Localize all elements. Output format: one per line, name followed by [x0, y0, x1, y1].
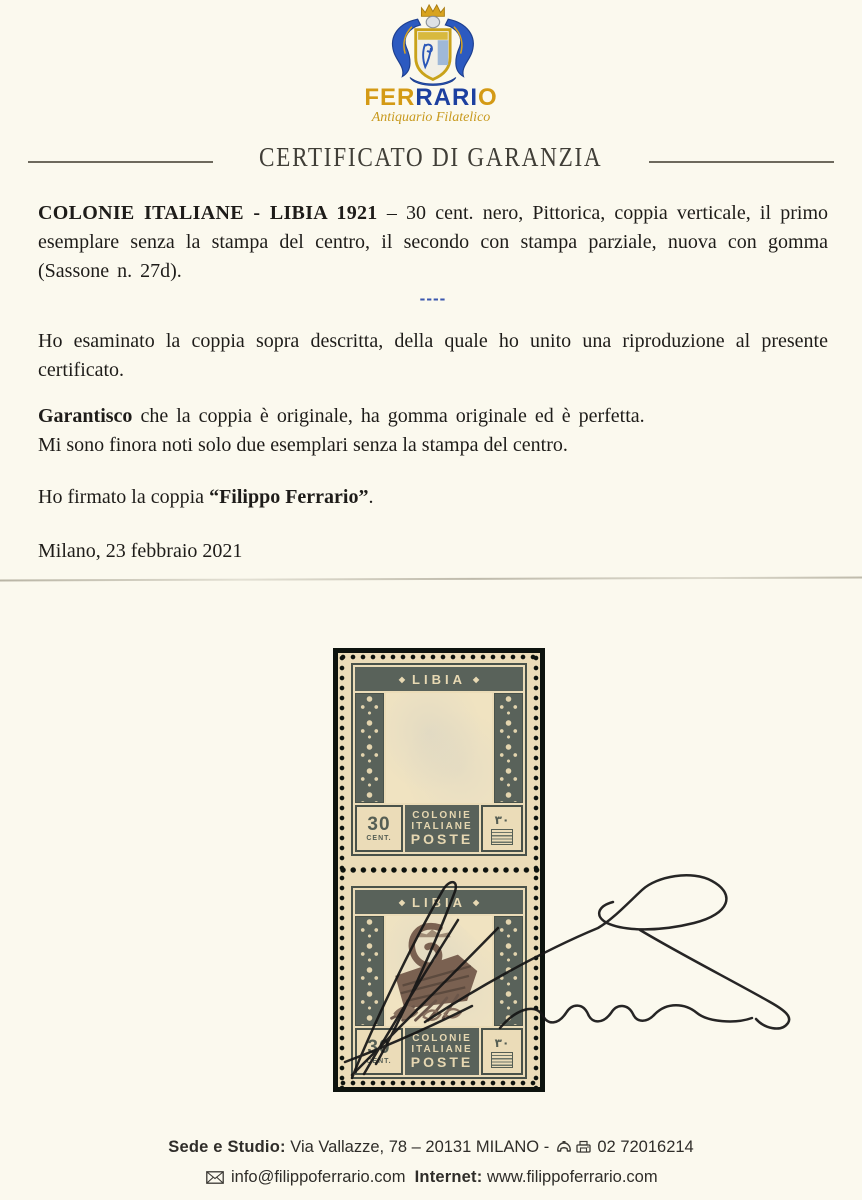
footer-website: www.filippoferrario.com: [482, 1168, 658, 1186]
guarantee-line: [38, 402, 828, 431]
expert-name: “Filippo Ferrario”: [209, 486, 369, 508]
brand-tagline: Antiquario Filatelico: [371, 110, 491, 125]
title-rule-right: [649, 161, 834, 163]
footer-internet-label: Internet:: [414, 1168, 483, 1186]
ferrario-heraldic-crest-icon: [373, 2, 489, 88]
expert-signature: [340, 842, 810, 1087]
brand-gold-part: FER: [364, 84, 416, 111]
dateline: Milano, 23 febbraio 2021: [38, 540, 243, 562]
footer-address: Via Vallazze, 78 – 20131 MILANO -: [285, 1138, 554, 1156]
title-rule-left: [28, 161, 213, 163]
examination-paragraph: Ho esaminato la coppia sopra descritta, della quale ho unito una riproduzione al presente certificato.: [38, 330, 828, 381]
arabic-value: ٣٠: [494, 812, 510, 827]
brand-wordmark: [0, 86, 862, 110]
signing-period: .: [368, 486, 374, 508]
value-unit: CENT.: [366, 834, 392, 842]
value-number: 30: [367, 1036, 391, 1058]
inscription-line: POSTE: [410, 1054, 474, 1070]
lot-heading: COLONIE ITALIANE - LIBIA 1921: [38, 202, 378, 224]
value-unit: CENT.: [366, 1057, 392, 1065]
footer: [0, 1132, 862, 1192]
inscription-line: ITALIANE: [411, 1044, 473, 1055]
country-name: LIBIA: [412, 671, 466, 687]
floral-ornament-column-left: [355, 693, 384, 803]
ornament-diamond-icon: ◆: [472, 897, 480, 907]
section-divider: ----: [419, 289, 447, 308]
country-name: LIBIA: [412, 894, 466, 910]
certificate-title: CERTIFICATO DI GARANZIA: [259, 142, 603, 172]
stamp-middle: [355, 693, 523, 803]
signing-paragraph: [38, 483, 828, 512]
lot-description: – 30 cent. nero, Pittorica, coppia verticale, il primo esemplare senza la stampa del centro, il secondo con stampa parziale, nuova con gomma (Sassone n. 27d).: [38, 202, 829, 282]
rarity-note: Mi sono finora noti solo due esemplari senza la stampa del centro.: [38, 434, 568, 456]
arabic-value: ٣٠: [494, 1035, 510, 1050]
header: [0, 0, 862, 126]
inscription-line: COLONIE: [412, 810, 472, 821]
footer-contact-line: [0, 1162, 862, 1192]
brand-blue-part: RARI: [415, 84, 478, 111]
envelope-icon: [206, 1171, 224, 1184]
inscription-line: POSTE: [410, 831, 474, 847]
fax-icon: [576, 1140, 591, 1154]
phone-icon: [556, 1140, 572, 1154]
description-paragraph: [38, 199, 828, 286]
brand-gold-part2: O: [478, 84, 498, 111]
guarantee-paragraph: [38, 402, 828, 460]
title-bar: [28, 142, 834, 173]
stamp-top-missing-center: [338, 653, 540, 864]
value-number: 30: [367, 813, 391, 835]
footer-address-label: Sede e Studio:: [168, 1138, 286, 1156]
ornament-diamond-icon: ◆: [398, 674, 406, 684]
blank-center-vignette: [386, 693, 492, 803]
fold-crease: [0, 576, 862, 581]
stamp-frame: [351, 663, 527, 856]
guarantee-keyword: Garantisco: [38, 405, 133, 427]
certificate-body: [38, 199, 828, 566]
ornament-diamond-icon: ◆: [472, 674, 480, 684]
footer-email: info@filippoferrario.com: [230, 1168, 406, 1186]
stamp-country-banner: [355, 667, 523, 691]
inscription-line: COLONIE: [412, 1033, 472, 1044]
guarantee-text: che la coppia è originale, ha gomma originale ed è perfetta.: [132, 405, 645, 427]
footer-phone: 02 72016214: [592, 1138, 694, 1156]
signing-text: Ho firmato la coppia: [38, 486, 210, 508]
floral-ornament-column-right: [494, 693, 523, 803]
ornament-diamond-icon: ◆: [398, 897, 406, 907]
footer-address-line: [0, 1132, 862, 1162]
inscription-line: ITALIANE: [411, 821, 473, 832]
